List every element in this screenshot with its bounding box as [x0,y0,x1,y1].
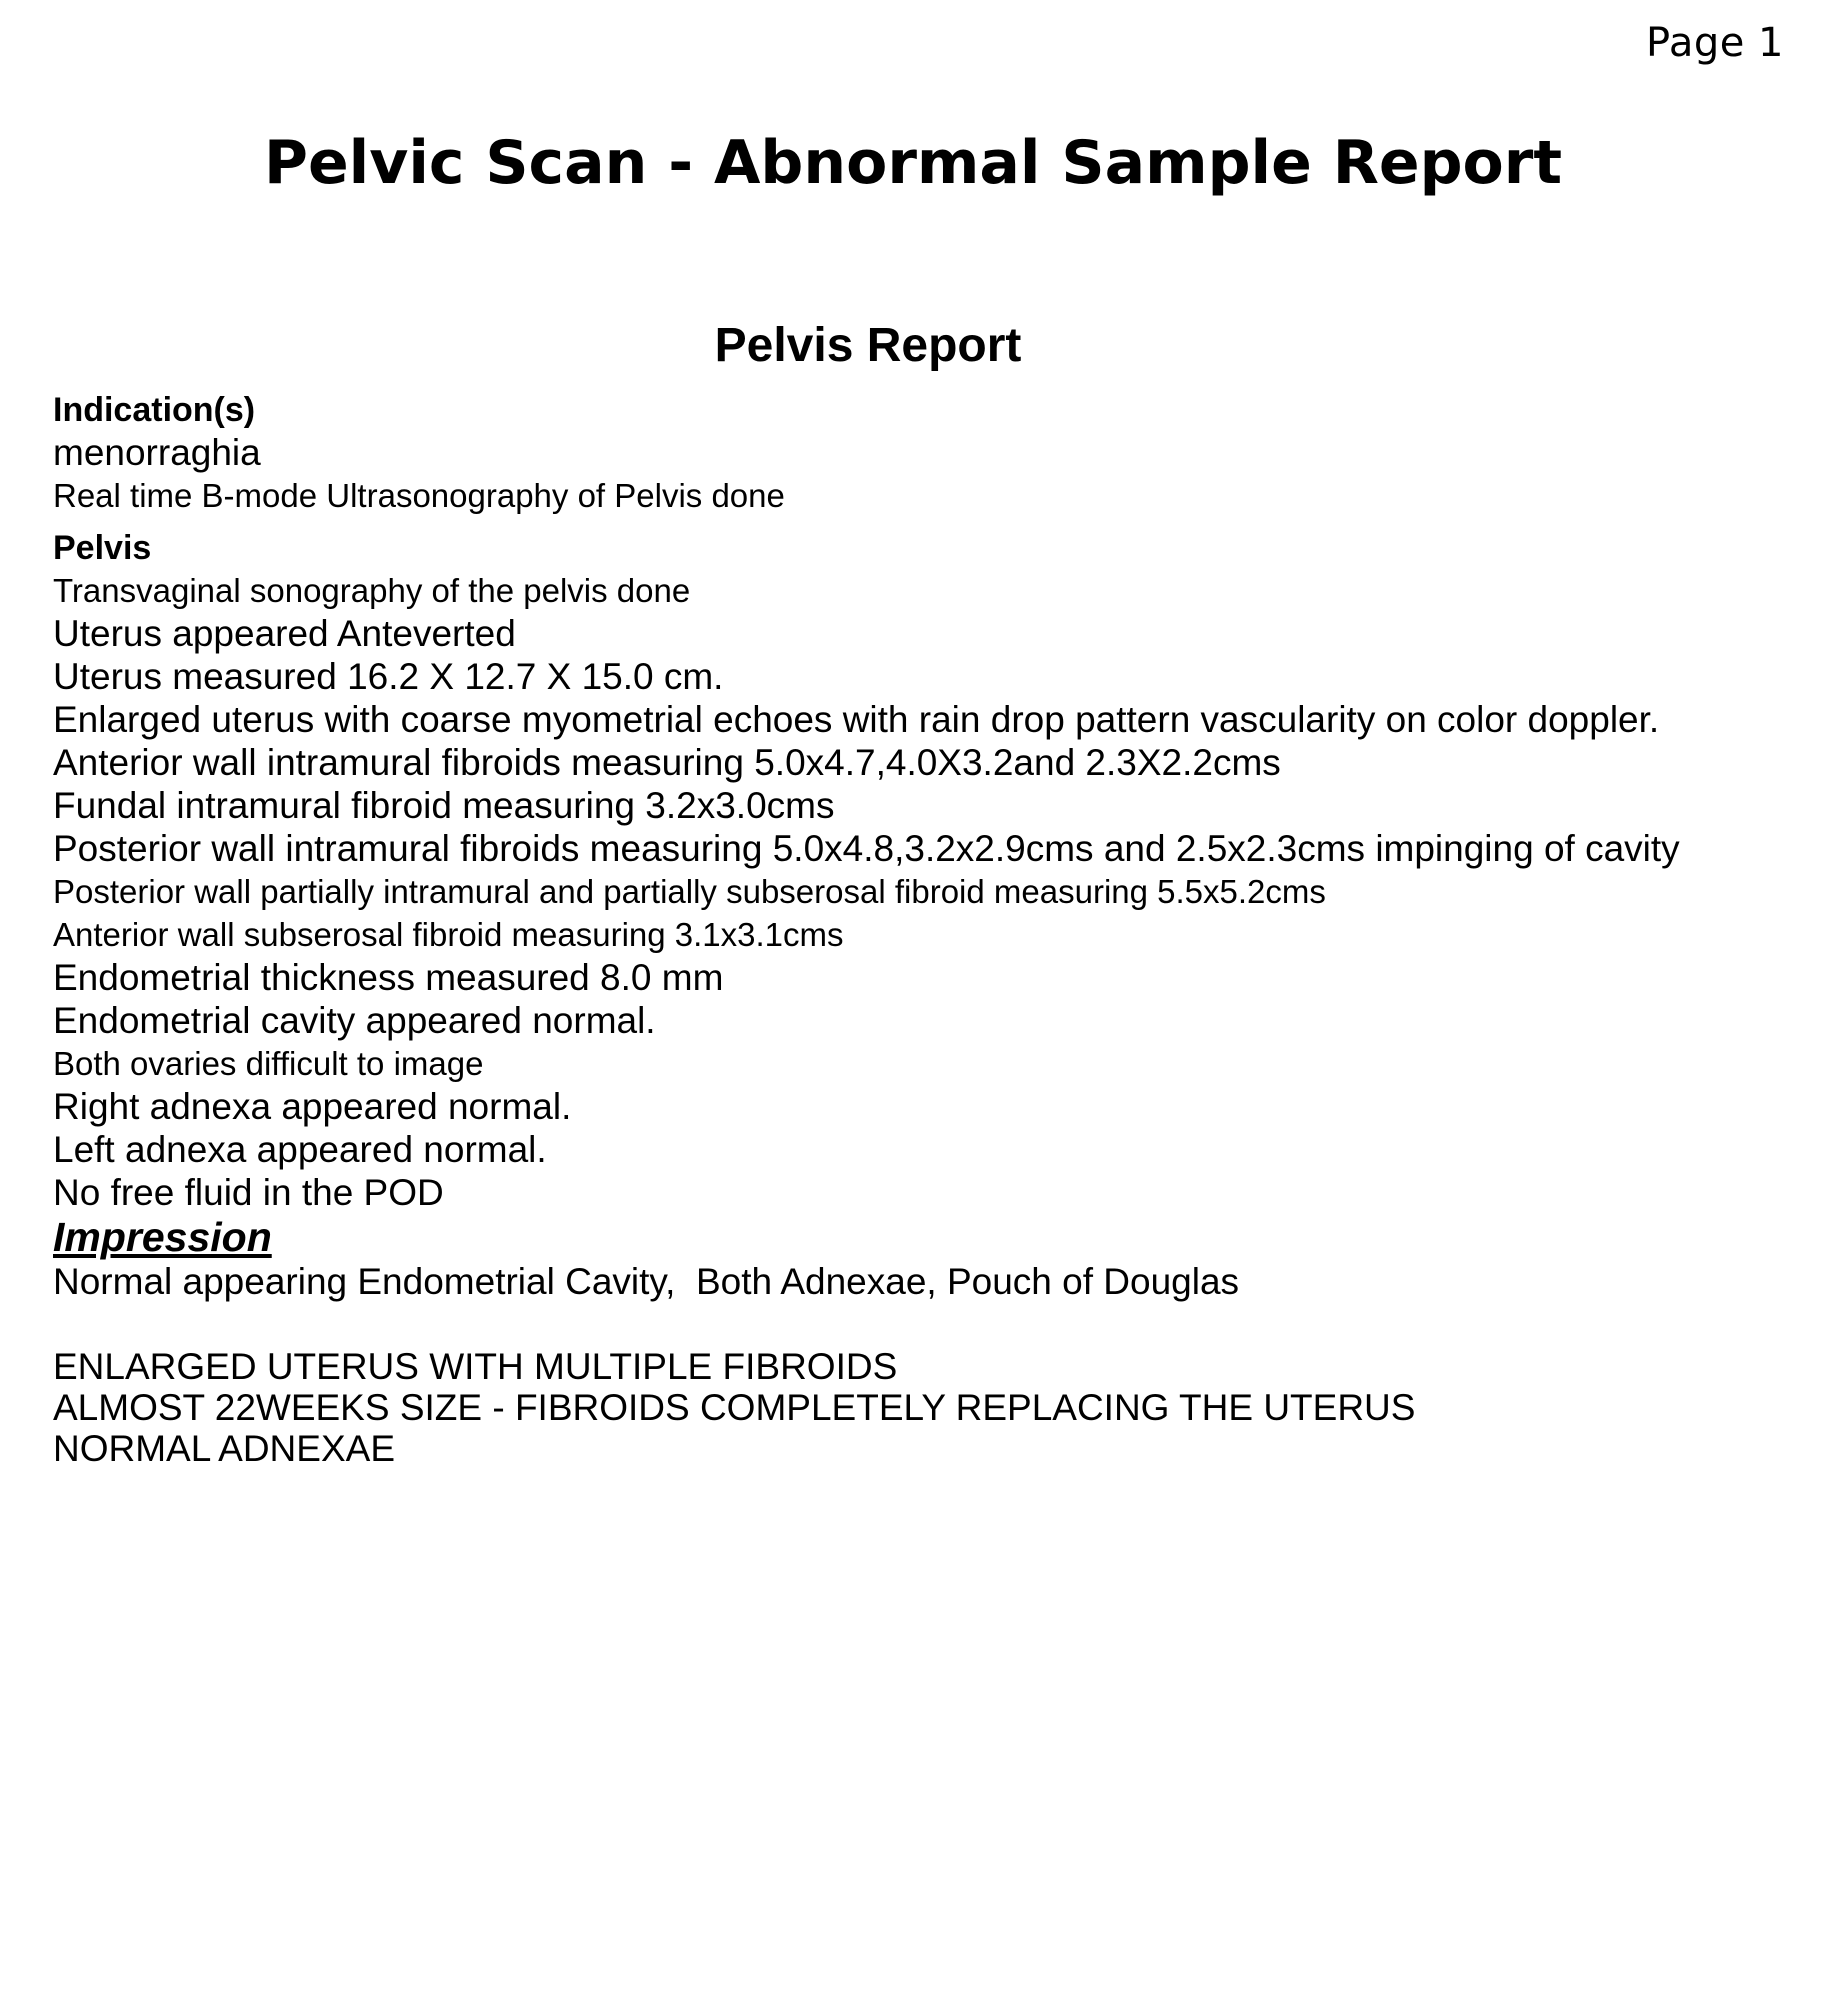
pelvis-report [53,318,1793,1469]
finding-line: Uterus measured 16.2 X 12.7 X 15.0 cm. [53,656,724,697]
conclusion-line: NORMAL ADNEXAE [53,1428,395,1469]
pelvis-label: Pelvis [53,529,152,567]
finding-line: Both ovaries difficult to image [53,1045,484,1082]
finding-line: Uterus appeared Anteverted [53,613,516,654]
finding-line: Endometrial cavity appeared normal. [53,1000,656,1041]
finding-line: Posterior wall partially intramural and partially subserosal fibroid measuring 5.5x5.2cms [53,873,1326,910]
finding-line: Anterior wall subserosal fibroid measuring 3.1x3.1cms [53,916,844,953]
impression-label: Impression [53,1214,272,1260]
finding-line: Transvaginal sonography of the pelvis done [53,572,691,609]
finding-line: Left adnexa appeared normal. [53,1129,547,1170]
conclusion-line: ALMOST 22WEEKS SIZE - FIBROIDS COMPLETELY REPLACING THE UTERUS [53,1387,1416,1428]
indication-text: menorraghia [53,432,261,473]
report-title: Pelvis Report [714,319,1022,372]
finding-line: Posterior wall intramural fibroids measuring 5.0x4.8,3.2x2.9cms and 2.5x2.3cms impinging of cavity [53,828,1680,869]
procedure-text: Real time B-mode Ultrasonography of Pelvis done [53,477,785,514]
finding-line: No free fluid in the POD [53,1172,444,1213]
indications-label: Indication(s) [53,391,256,429]
conclusion-line: ENLARGED UTERUS WITH MULTIPLE FIBROIDS [53,1346,898,1387]
finding-line: Enlarged uterus with coarse myometrial echoes with rain drop pattern vascularity on color doppler. [53,699,1660,740]
document-title: Pelvic Scan - Abnormal Sample Report [263,128,1563,198]
conclusion-block [53,1346,1793,1469]
page-number: Page 1 [1646,20,1784,66]
impression-text: Normal appearing Endometrial Cavity, Both Adnexae, Pouch of Douglas [53,1261,1240,1302]
finding-line: Anterior wall intramural fibroids measuring 5.0x4.7,4.0X3.2and 2.3X2.2cms [53,742,1281,783]
finding-line: Fundal intramural fibroid measuring 3.2x3.0cms [53,785,835,826]
finding-line: Right adnexa appeared normal. [53,1086,572,1127]
finding-line: Endometrial thickness measured 8.0 mm [53,957,724,998]
